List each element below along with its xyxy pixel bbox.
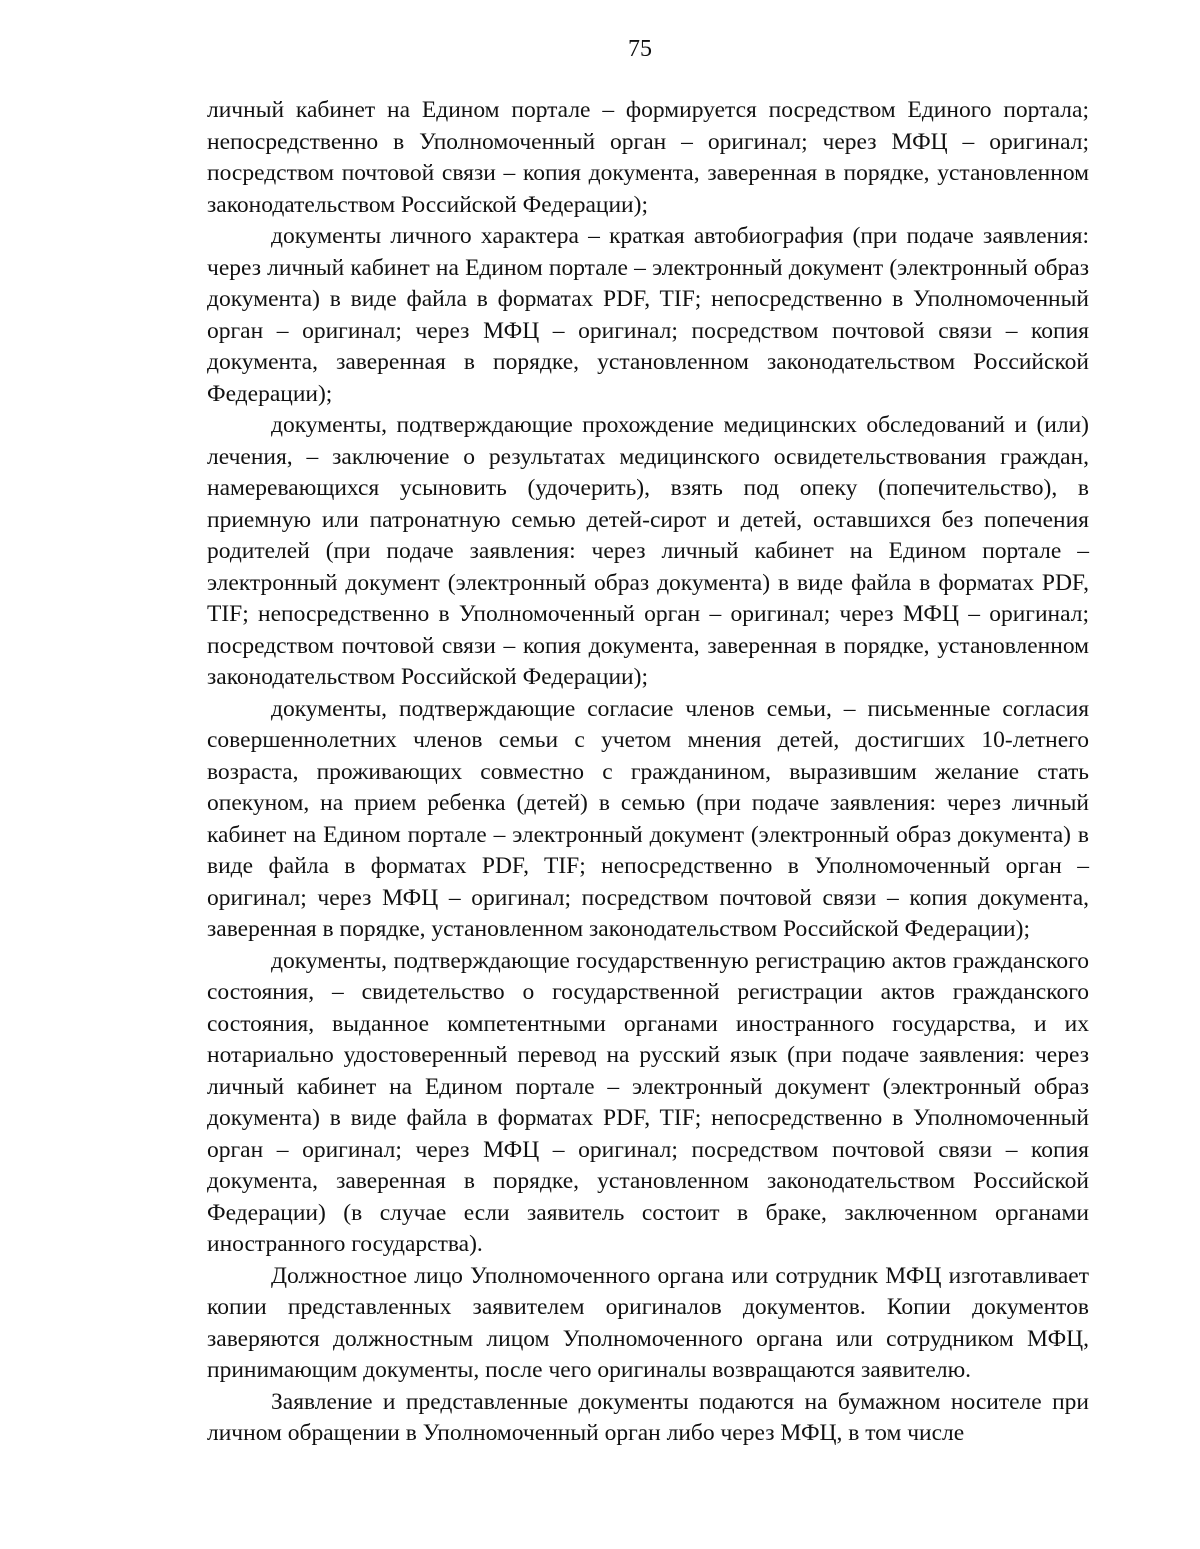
paragraph: Заявление и представленные документы подаются на бумажном носителе при личном обращении в Уполномоченный орган либо через МФЦ, в том числе [207, 1388, 1089, 1446]
paragraph: личный кабинет на Едином портале – формируется посредством Единого портала; непосредственно в Уполномоченный орган – оригинал; через МФЦ – оригинал; посредством почтовой связи – копия документа, заверенная в порядке, установленном законодательством Российской Федерации); [207, 97, 1089, 218]
paragraph: документы личного характера – краткая автобиография (при подаче заявления: через личный кабинет на Едином портале – электронный документ (электронный образ документа) в виде файла в форматах PDF, TIF; непосредственно в Уполномоченный орган – оригинал; через МФЦ – оригинал; посредством почтовой связи – копия документа, заверенная в порядке, установленном законодательством Российской Федерации); [207, 223, 1089, 407]
page-number: 75 [628, 36, 652, 62]
paragraph: документы, подтверждающие государственную регистрацию актов гражданского состояния, – свидетельство о государственной регистрации актов гражданского состояния, выданное компетентными органами иностранного государства, и их нотариально удостоверенный перевод на русский язык (при подаче заявления: через личный кабинет на Едином портале – электронный документ (электронный образ документа) в виде файла в форматах PDF, TIF; непосредственно в Уполномоченный орган – оригинал; через МФЦ – оригинал; посредством почтовой связи – копия документа, заверенная в порядке, установленном законодательством Российской Федерации) (в случае если заявитель состоит в браке, заключенном органами иностранного государства). [207, 947, 1089, 1257]
paragraph: документы, подтверждающие прохождение медицинских обследований и (или) лечения, – заключение о результатах медицинского освидетельствования граждан, намеревающихся усыновить (удочерить), взять под опеку (попечительство), в приемную или патронатную семью детей-сирот и детей, оставшихся без попечения родителей (при подаче заявления: через личный кабинет на Едином портале – электронный документ (электронный образ документа) в виде файла в форматах PDF, TIF; непосредственно в Уполномоченный орган – оригинал; через МФЦ – оригинал; посредством почтовой связи – копия документа, заверенная в порядке, установленном законодательством Российской Федерации); [207, 412, 1089, 690]
paragraph: Должностное лицо Уполномоченного органа или сотрудник МФЦ изготавливает копии представленных заявителем оригиналов документов. Копии документов заверяются должностным лицом Уполномоченного органа или сотрудником МФЦ, принимающим документы, после чего оригиналы возвращаются заявителю. [207, 1262, 1089, 1383]
paragraph: документы, подтверждающие согласие членов семьи, – письменные согласия совершеннолетних членов семьи с учетом мнения детей, достигших 10-летнего возраста, проживающих совместно с гражданином, выразившим желание стать опекуном, на прием ребенка (детей) в семью (при подаче заявления: через личный кабинет на Едином портале – электронный документ (электронный образ документа) в виде файла в форматах PDF, TIF; непосредственно в Уполномоченный орган – оригинал; через МФЦ – оригинал; посредством почтовой связи – копия документа, заверенная в порядке, установленном законодательством Российской Федерации); [207, 695, 1089, 942]
body-text [207, 95, 1089, 1450]
